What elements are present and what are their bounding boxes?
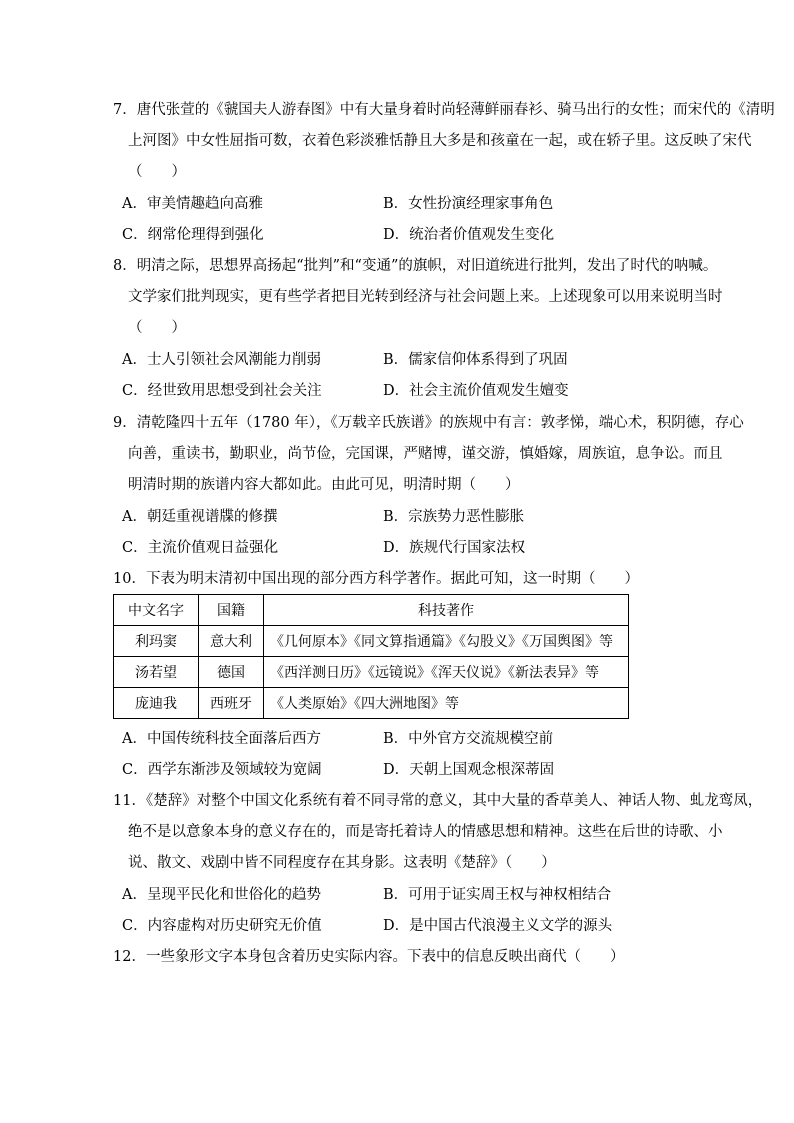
table-cell-name: 汤若望	[114, 657, 199, 688]
question-10-option-d[interactable]: D．天朝上国观念根深蒂固	[383, 762, 555, 778]
table-row	[114, 657, 629, 688]
table-header-works: 科技著作	[264, 595, 629, 626]
table-header-row	[114, 595, 629, 626]
question-7-option-d[interactable]: D．统治者价值观发生变化	[383, 227, 555, 243]
table-cell-works: 《几何原本》《同文算指通篇》《勾股义》《万国舆图》等	[264, 626, 629, 657]
question-8-option-c[interactable]: C．经世致用思想受到社会关注	[122, 383, 322, 399]
question-7-option-b[interactable]: B．女性扮演经理家事角色	[383, 196, 554, 212]
question-10-option-a[interactable]: A．中国传统科技全面落后西方	[122, 731, 321, 747]
question-11-option-b[interactable]: B．可用于证实周王权与神权相结合	[383, 887, 612, 903]
question-9-option-d[interactable]: D．族规代行国家法权	[383, 540, 526, 556]
question-9-line-3: 明清时期的族谱内容大都如此。由此可见，明清时期（ ）	[128, 477, 520, 493]
question-8-option-b[interactable]: B．儒家信仰体系得到了巩固	[383, 352, 568, 368]
question-9-option-b[interactable]: B．宗族势力恶性膨胀	[383, 509, 525, 525]
question-8-option-a[interactable]: A．士人引领社会风潮能力削弱	[122, 352, 321, 368]
question-9-line-1: 9．清乾隆四十五年（1780 年），《万载辛氏族谱》的族规中有言：敦孝悌，端心术，积阴德，存心	[113, 415, 744, 431]
question-11-line-2: 绝不是以意象本身的意义存在的，而是寄托着诗人的情感思想和精神。这些在后世的诗歌、小	[128, 824, 723, 840]
table-cell-works: 《西洋测日历》《远镜说》《浑天仪说》《新法表异》等	[264, 657, 629, 688]
question-8-line-1: 8．明清之际，思想界高扬起“批判”和“变通”的旗帜，对旧道统进行批判，发出了时代的呐喊。	[113, 258, 718, 274]
table-cell-name: 利玛窦	[114, 626, 199, 657]
question-8-option-d[interactable]: D．社会主流价值观发生嬗变	[383, 383, 569, 399]
question-10-line-1: 10．下表为明末清初中国出现的部分西方科学著作。据此可知，这一时期（ ）	[113, 571, 639, 587]
table-header-name: 中文名字	[114, 595, 199, 626]
table-cell-nationality: 意大利	[199, 626, 264, 657]
question-11-line-3: 说、散文、戏剧中皆不同程度存在其身影。这表明《楚辞》（ ）	[128, 855, 556, 871]
question-8-line-3: （ ）	[128, 320, 186, 336]
question-11-option-a[interactable]: A．呈现平民化和世俗化的趋势	[122, 887, 321, 903]
question-10-option-c[interactable]: C．西学东渐涉及领域较为宽阔	[122, 762, 322, 778]
question-9-line-2: 向善，重读书，勤职业，尚节俭，完国课，严赌博，谨交游，慎婚嫁，周族谊，息争讼。而且	[128, 446, 723, 462]
table-row	[114, 688, 629, 719]
question-7-line-3: （ ）	[128, 164, 186, 180]
question-7-option-a[interactable]: A．审美情趣趋向高雅	[122, 196, 263, 212]
table-header-nationality: 国籍	[199, 595, 264, 626]
question-9-option-c[interactable]: C．主流价值观日益强化	[122, 540, 279, 556]
table-row	[114, 626, 629, 657]
question-8-line-2: 文学家们批判现实，更有些学者把目光转到经济与社会问题上来。上述现象可以用来说明当时	[128, 289, 723, 305]
question-11-line-1: 11．《楚辞》对整个中国文化系统有着不同寻常的意义，其中大量的香草美人、神话人物、虬龙鸾凤，	[113, 793, 763, 809]
question-7-line-1: 7．唐代张萱的《虢国夫人游春图》中有大量身着时尚轻薄鲜丽春衫、骑马出行的女性；而宋代的《清明	[113, 102, 775, 118]
question-12-line-1: 12．一些象形文字本身包含着历史实际内容。下表中的信息反映出商代（ ）	[113, 949, 625, 965]
question-7-line-2: 上河图》中女性屈指可数，衣着色彩淡雅恬静且大多是和孩童在一起，或在轿子里。这反映了宋代	[128, 133, 752, 149]
question-9-option-a[interactable]: A．朝廷重视谱牒的修撰	[122, 509, 278, 525]
table-cell-nationality: 德国	[199, 657, 264, 688]
table-cell-nationality: 西班牙	[199, 688, 264, 719]
table-cell-works: 《人类原始》《四大洲地图》等	[264, 688, 629, 719]
question-11-option-c[interactable]: C．内容虚构对历史研究无价值	[122, 918, 322, 934]
question-7-option-c[interactable]: C．纲常伦理得到强化	[122, 227, 264, 243]
question-11-option-d[interactable]: D．是中国古代浪漫主义文学的源头	[383, 918, 613, 934]
question-10-option-b[interactable]: B．中外官方交流规模空前	[383, 731, 554, 747]
science-works-table	[113, 594, 629, 719]
table-cell-name: 庞迪我	[114, 688, 199, 719]
